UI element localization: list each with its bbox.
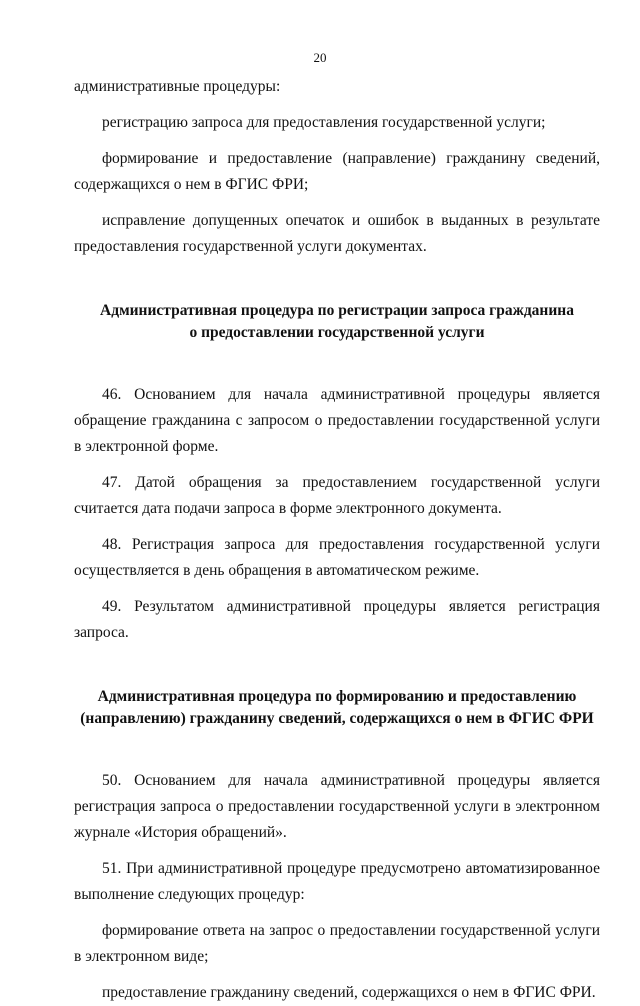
section2-heading-line1: Административная процедура по формированию и предоставлению: [97, 688, 577, 705]
paragraph-48: 48. Регистрация запроса для предоставления государственной услуги осуществляется в день обращения в автоматическом режиме.: [74, 536, 600, 579]
procedure-item-providing-info: предоставление гражданину сведений, содержащихся о нем в ФГИС ФРИ.: [102, 984, 596, 1001]
section1-heading: [74, 300, 600, 344]
intro-lead: административные процедуры:: [74, 78, 281, 95]
section2-heading: [74, 686, 600, 730]
paragraph-51: 51. При административной процедуре предусмотрено автоматизированное выполнение следующих процедур:: [74, 860, 600, 903]
paragraph-46: 46. Основанием для начала административной процедуры является обращение гражданина с запросом о предоставлении государственной услуги в электронной форме.: [74, 386, 600, 455]
intro-item-forming: формирование и предоставление (направление) гражданину сведений, содержащихся о нем в ФГИС ФРИ;: [74, 150, 600, 193]
paragraph-50: 50. Основанием для начала административной процедуры является регистрация запроса о предоставлении государственной услуги в электронном журнале «История обращений».: [74, 772, 600, 841]
section1-heading-line2: о предоставлении государственной услуги: [189, 324, 485, 341]
section1-heading-line1: Административная процедура по регистрации запроса гражданина: [100, 302, 574, 319]
document-body: [74, 74, 600, 1006]
procedure-item-forming-answer: формирование ответа на запрос о предоставлении государственной услуги в электронном виде;: [74, 922, 600, 965]
intro-item-registration: регистрацию запроса для предоставления государственной услуги;: [102, 114, 546, 131]
paragraph-47: 47. Датой обращения за предоставлением государственной услуги считается дата подачи запроса в форме электронного документа.: [74, 474, 600, 517]
page-number: 20: [313, 50, 327, 65]
paragraph-49: 49. Результатом административной процедуры является регистрация запроса.: [74, 598, 600, 641]
section2-heading-line2: (направлению) гражданину сведений, содержащихся о нем в ФГИС ФРИ: [80, 710, 594, 727]
intro-item-correction: исправление допущенных опечаток и ошибок в выданных в результате предоставления государственной услуги документах.: [74, 212, 600, 255]
